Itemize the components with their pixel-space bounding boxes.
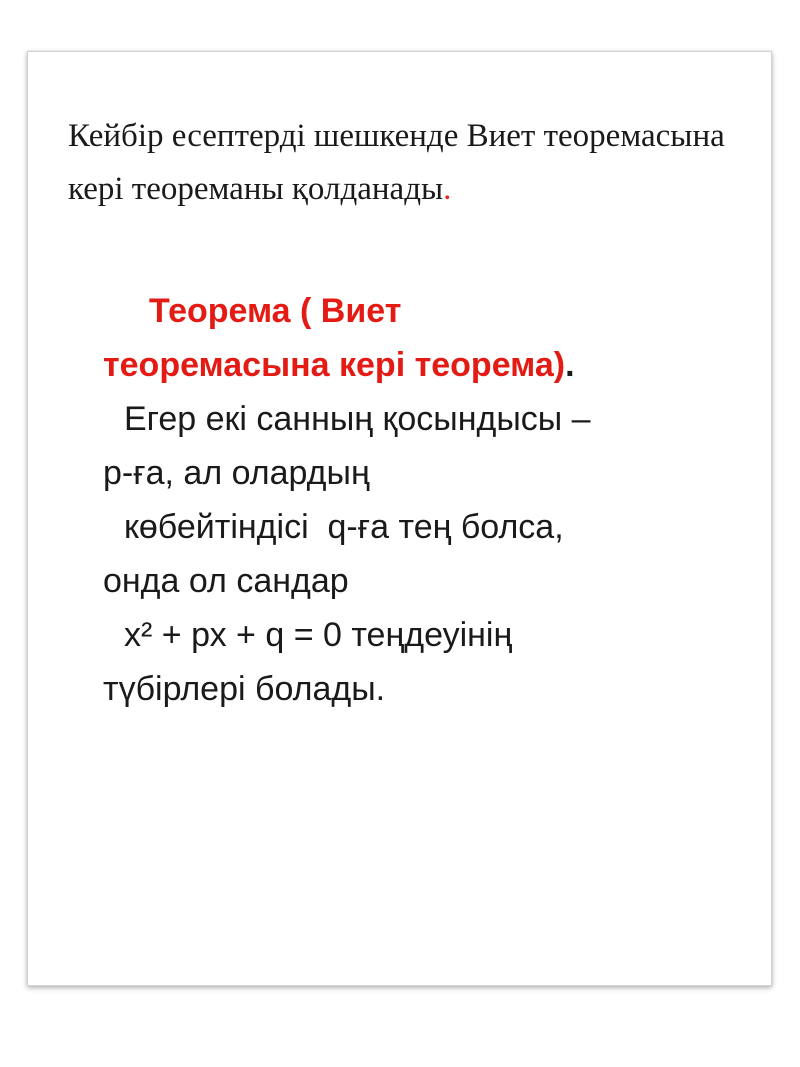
theorem-heading-line-2: теоремасына кері теорема).: [103, 346, 575, 384]
theorem-body-line-6: түбірлері болады.: [103, 670, 386, 708]
intro-end-mark: .: [443, 171, 452, 207]
theorem-body-line-1: Егер екі санның қосындысы –: [124, 400, 591, 438]
slide-page: [27, 51, 772, 986]
intro-text: Кейбір есептерді шешкенде Виет теоремасына кері теореманы қолданады: [68, 118, 725, 207]
theorem-body-line-2: р-ға, ал олардың: [103, 454, 370, 492]
intro-paragraph: [68, 110, 728, 216]
theorem-body-line-4: онда ол сандар: [103, 562, 349, 600]
theorem-body-line-3: көбейтіндісі q-ға тең болса,: [124, 508, 564, 546]
theorem-equation-line: х² + рх + q = 0 теңдеуінің: [124, 616, 513, 654]
theorem-block: [103, 284, 763, 716]
theorem-heading-line-1: Теорема ( Виет: [149, 292, 402, 330]
